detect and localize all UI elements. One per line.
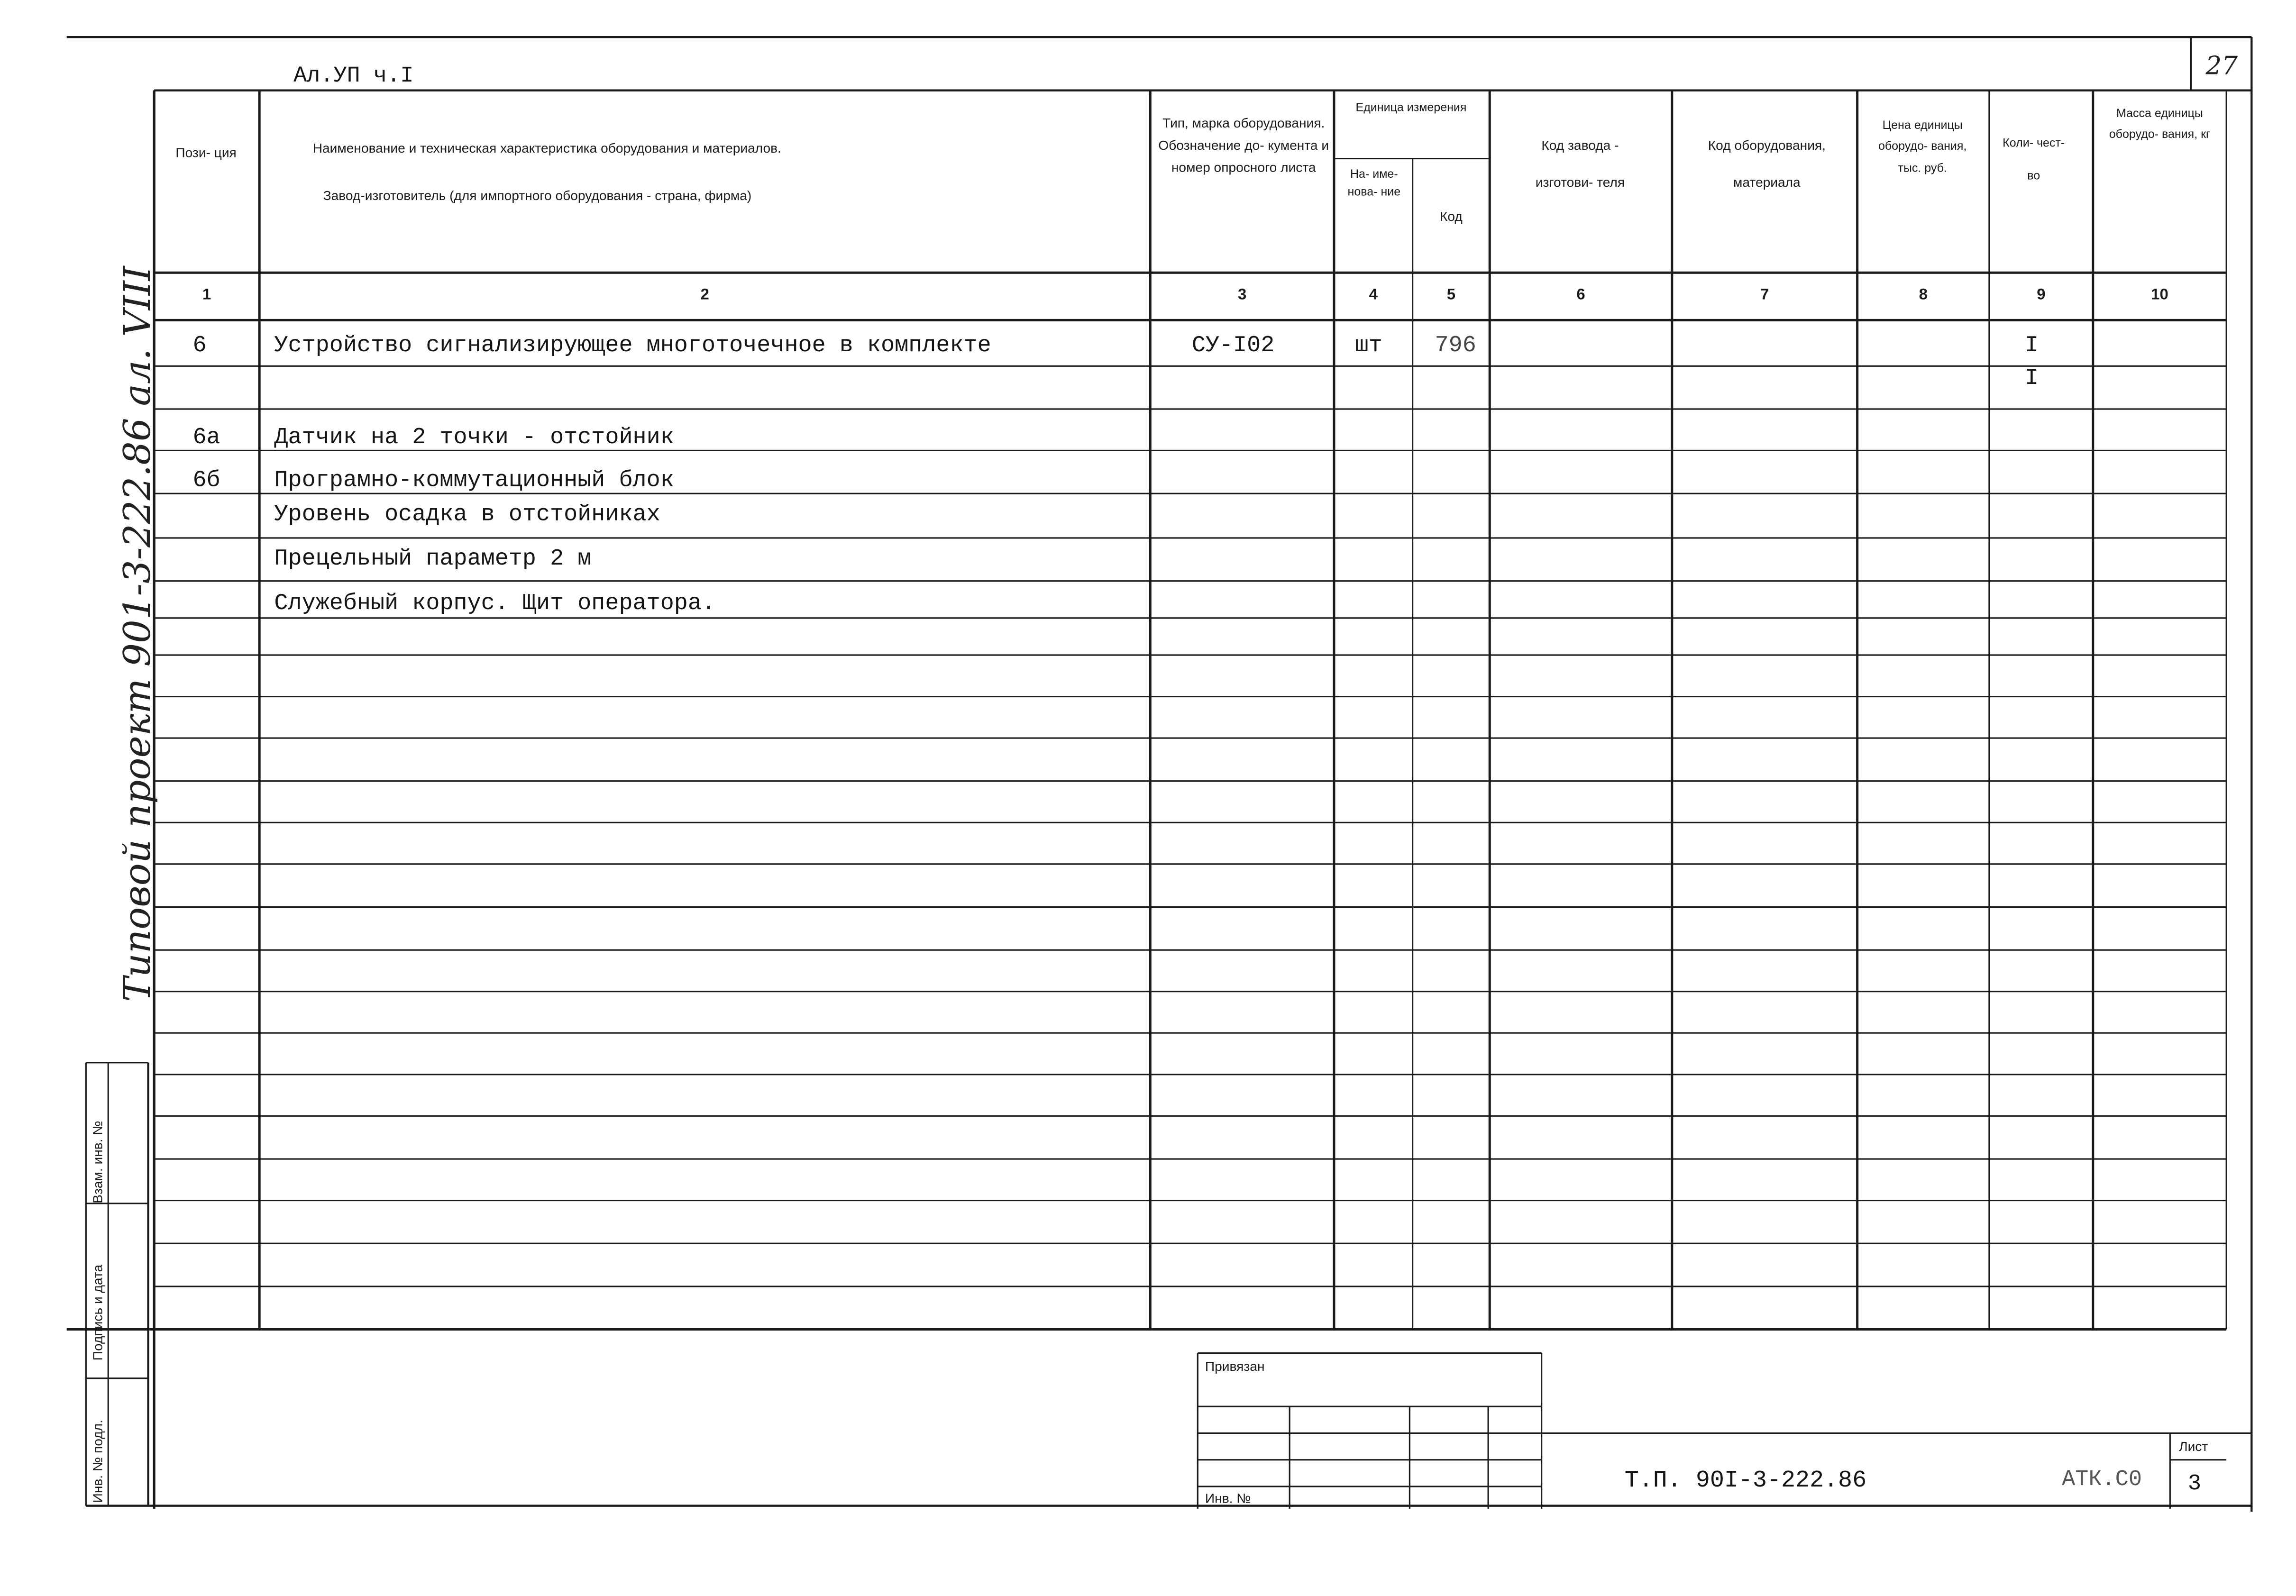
title-attached-label: Привязан	[1205, 1359, 1265, 1374]
column-number: 1	[202, 286, 211, 304]
column-number: 6	[1576, 286, 1585, 304]
row-name: Датчик на 2 точки - отстойник	[274, 424, 674, 451]
header-equipment-code: Код оборудования, материала	[1708, 137, 1826, 190]
header-factory-code: Код завода - изготови- теля	[1535, 137, 1625, 190]
album-label: Ал.УП ч.I	[293, 64, 414, 89]
column-number: 8	[1919, 286, 1928, 304]
row-name: Прецельный параметр 2 м	[274, 545, 592, 572]
row-name: Програмно-коммутационный блок	[274, 466, 674, 494]
sheet-value: 3	[2187, 1471, 2202, 1497]
row-position: 6	[192, 332, 207, 359]
header-name-line1: Наименование и техническая характеристика оборудования и материалов.	[312, 141, 781, 156]
row-quantity: I	[2024, 332, 2039, 359]
sheet-label: Лист	[2179, 1439, 2208, 1454]
column-number: 5	[1446, 286, 1456, 304]
header-quantity: Коли- чест- во	[2003, 136, 2065, 183]
row-quantity: I	[2024, 365, 2039, 392]
header-unit-code: Код	[1440, 209, 1463, 224]
row-type: СУ-I02	[1191, 332, 1275, 359]
header-unit-group: Единица измерения	[1355, 100, 1467, 114]
header-name-line2: Завод-изготовитель (для импортного оборудования - страна, фирма)	[323, 188, 752, 203]
column-number: 10	[2151, 286, 2168, 304]
column-number: 7	[1760, 286, 1769, 304]
column-number: 4	[1369, 286, 1378, 304]
project-handwritten-stamp: Типовой проект 901-3-222.86 ал. VIII	[115, 266, 159, 1002]
title-inv-label: Инв. №	[1205, 1491, 1251, 1506]
row-name: Уровень осадка в отстойниках	[274, 501, 660, 528]
header-unit-name: На- име- нова- ние	[1347, 167, 1401, 199]
column-number: 2	[700, 286, 709, 304]
column-number: 3	[1237, 286, 1247, 304]
header-unit-price: Цена единицы оборудо- вания, тыс. руб.	[1878, 119, 1967, 175]
header-unit-mass: Масса единицы оборудо- вания, кг	[2109, 107, 2211, 142]
project-code: Т.П. 90I-3-222.86	[1624, 1467, 1867, 1494]
row-position: 6б	[192, 466, 220, 494]
sheet-number: 27	[2205, 52, 2238, 82]
header-position: Пози- ция	[175, 145, 237, 160]
row-unit-code: 796	[1435, 332, 1476, 359]
stamp-signature-date: Подпись и дата	[90, 1264, 105, 1361]
stamp-inv-original: Инв. № подл.	[90, 1420, 105, 1503]
row-name: Устройство сигнализирующее многоточечное в комплекте	[274, 332, 991, 359]
row-unit: шт	[1354, 332, 1382, 359]
row-position: 6а	[192, 424, 220, 451]
column-number: 9	[2037, 286, 2046, 304]
stamp-inv-replace: Взам. инв. №	[90, 1121, 105, 1204]
header-type: Тип, марка оборудования. Обозначение до- кумента и номер опросного листа	[1158, 115, 1329, 174]
row-name: Служебный корпус. Щит оператора.	[274, 590, 716, 617]
document-code: АТК.С0	[2062, 1467, 2142, 1493]
